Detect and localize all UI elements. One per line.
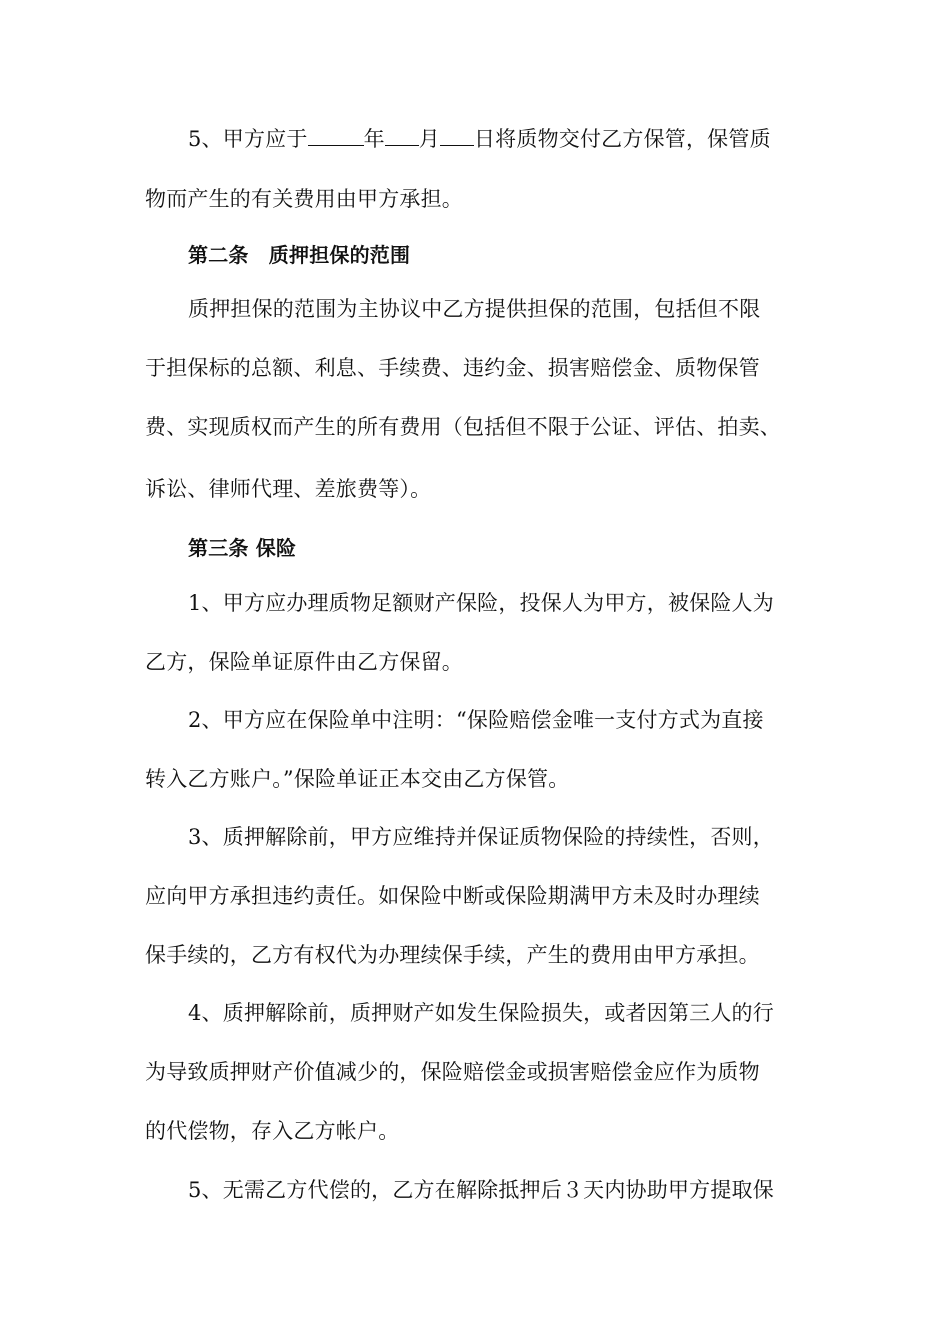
article-3-item-3-line-3: 保手续的，乙方有权代为办理续保手续，产生的费用由甲方承担。	[145, 943, 760, 967]
article-3-heading: 第三条 保险	[188, 536, 297, 560]
month-label: 月	[418, 127, 440, 151]
year-blank	[308, 123, 364, 146]
article-2-line-1: 质押担保的范围为主协议中乙方提供担保的范围，包括但不限	[188, 297, 761, 321]
article-3-item-4-line-1: 4、质押解除前，质押财产如发生保险损失，或者因第三人的行	[188, 1001, 774, 1025]
article-3-item-4-line-2: 为导致质押财产价值减少的，保险赔偿金或损害赔偿金应作为质物	[145, 1060, 760, 1084]
article-3-item-3-line-1: 3、质押解除前，甲方应维持并保证质物保险的持续性，否则，	[188, 825, 774, 849]
article-3-item-3-line-2: 应向甲方承担违约责任。如保险中断或保险期满甲方未及时办理续	[145, 884, 760, 908]
year-label: 年	[363, 127, 385, 151]
clause-item-5-line-1	[188, 123, 868, 154]
month-blank	[385, 123, 419, 146]
article-2-line-3: 费、实现质权而产生的所有费用（包括但不限于公证、评估、拍卖、	[145, 415, 781, 439]
article-3-item-1-line-2: 乙方，保险单证原件由乙方保留。	[145, 650, 463, 674]
article-3-item-4-line-3: 的代偿物，存入乙方帐户。	[145, 1119, 400, 1143]
article-3-item-2-line-2: 转入乙方账户。”保险单证正本交由乙方保管。	[145, 767, 570, 791]
clause-item-5-line-2: 物而产生的有关费用由甲方承担。	[145, 187, 463, 211]
article-3-item-5-line-1: 5、无需乙方代偿的，乙方在解除抵押后３天内协助甲方提取保	[188, 1178, 774, 1202]
article-3-item-2-line-1: 2、甲方应在保险单中注明：“保险赔偿金唯一支付方式为直接	[188, 708, 764, 732]
article-2-line-4: 诉讼、律师代理、差旅费等）。	[145, 477, 432, 501]
clause-item-5-suffix: 日将质物交付乙方保管，保管质	[473, 127, 771, 151]
clause-item-5-prefix: 5、甲方应于	[188, 127, 308, 151]
article-2-heading: 第二条 质押担保的范围	[188, 243, 411, 267]
article-2-line-2: 于担保标的总额、利息、手续费、违约金、损害赔偿金、质物保管	[145, 356, 760, 380]
day-blank	[440, 123, 474, 146]
article-3-item-1-line-1: 1、甲方应办理质物足额财产保险，投保人为甲方，被保险人为	[188, 591, 774, 615]
